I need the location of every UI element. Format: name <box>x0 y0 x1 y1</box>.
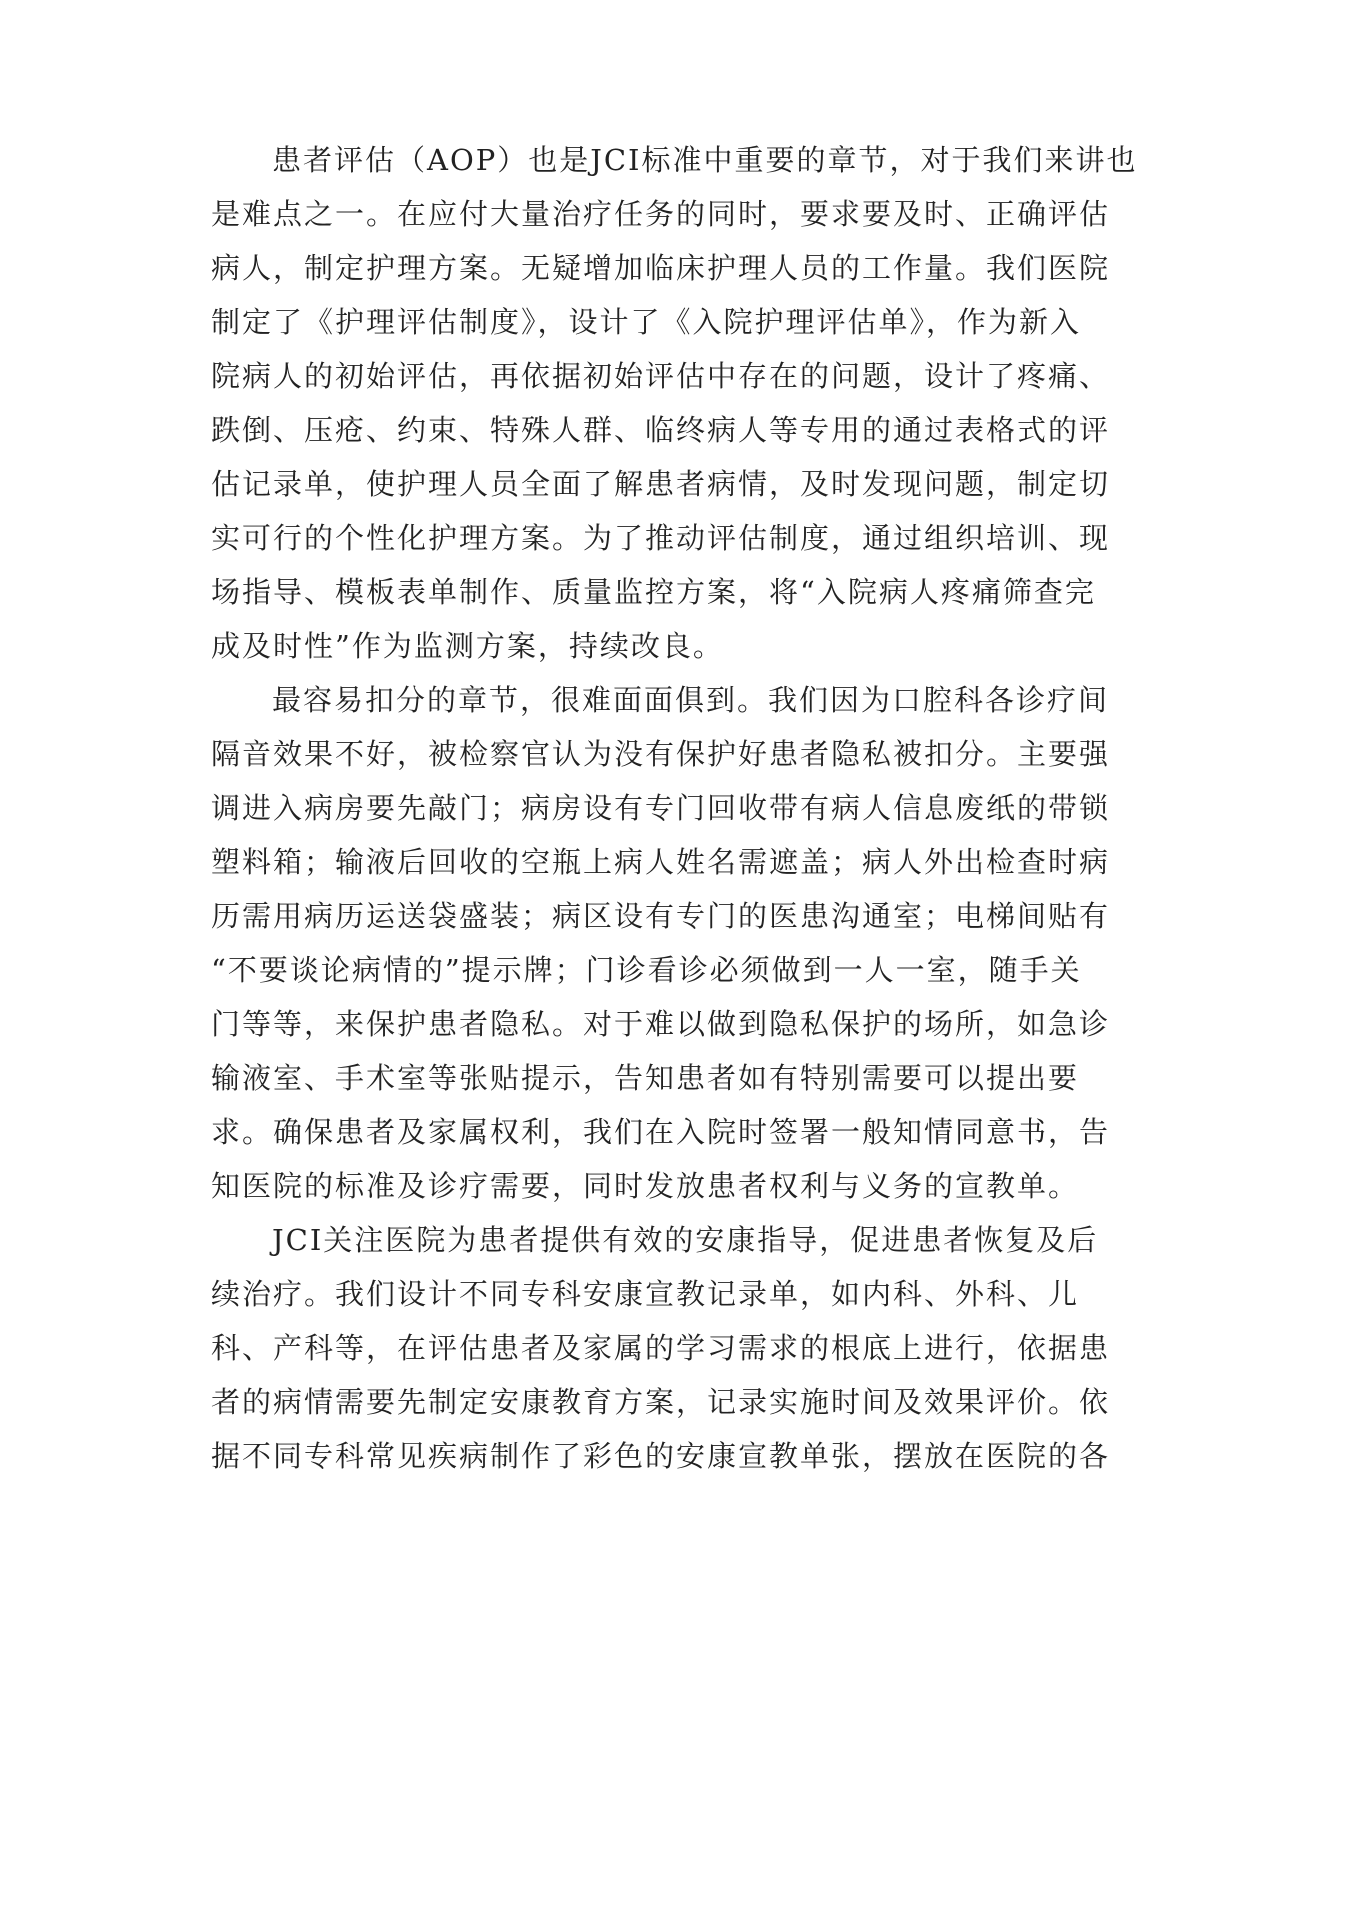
paragraph-1-line-10: 成及时性”作为监测方案，持续改良。 <box>211 629 724 663</box>
paragraph-1-line-5: 院病人的初始评估，再依据初始评估中存在的问题，设计了疼痛、 <box>211 359 1111 393</box>
paragraph-3-line-5: 据不同专科常见疾病制作了彩色的安康宣教单张，摆放在医院的各 <box>211 1439 1111 1473</box>
paragraph-1-line-2: 是难点之一。在应付大量治疗任务的同时，要求要及时、正确评估 <box>211 197 1111 231</box>
paragraph-1-line-8: 实可行的个性化护理方案。为了推动评估制度，通过组织培训、现 <box>211 521 1111 555</box>
paragraph-3-line-3: 科、产科等，在评估患者及家属的学习需求的根底上进行，依据患 <box>211 1331 1111 1365</box>
paragraph-1-line-3: 病人，制定护理方案。无疑增加临床护理人员的工作量。我们医院 <box>211 251 1111 285</box>
paragraph-1-line-6: 跌倒、压疮、约束、特殊人群、临终病人等专用的通过表格式的评 <box>211 413 1111 447</box>
paragraph-1-line-9: 场指导、模板表单制作、质量监控方案，将“入院病人疼痛筛查完 <box>211 575 1096 609</box>
paragraph-1-line-1: 患者评估（AOP）也是JCI标准中重要的章节，对于我们来讲也 <box>272 143 1138 177</box>
paragraph-2-line-7: 门等等，来保护患者隐私。对于难以做到隐私保护的场所，如急诊 <box>211 1007 1111 1041</box>
paragraph-1-line-7: 估记录单，使护理人员全面了解患者病情，及时发现问题，制定切 <box>211 467 1111 501</box>
paragraph-2-line-1: 最容易扣分的章节，很难面面俱到。我们因为口腔科各诊疗间 <box>272 683 1110 717</box>
paragraph-2-line-4: 塑料箱；输液后回收的空瓶上病人姓名需遮盖；病人外出检查时病 <box>211 845 1111 879</box>
paragraph-2-line-3: 调进入病房要先敲门；病房设有专门回收带有病人信息废纸的带锁 <box>211 791 1111 825</box>
paragraph-3-line-2: 续治疗。我们设计不同专科安康宣教记录单，如内科、外科、儿 <box>211 1277 1080 1311</box>
paragraph-1-line-4: 制定了《护理评估制度》，设计了《入院护理评估单》，作为新入 <box>211 305 1082 339</box>
paragraph-2-line-5: 历需用病历运送袋盛装；病区设有专门的医患沟通室；电梯间贴有 <box>211 899 1111 933</box>
paragraph-2-line-6: “不要谈论病情的”提示牌；门诊看诊必须做到一人一室，随手关 <box>211 953 1082 987</box>
paragraph-2-line-10: 知医院的标准及诊疗需要，同时发放患者权利与义务的宣教单。 <box>211 1169 1080 1203</box>
paragraph-3-line-1: JCI关注医院为患者提供有效的安康指导，促进患者恢复及后 <box>272 1223 1099 1257</box>
paragraph-2-line-2: 隔音效果不好，被检察官认为没有保护好患者隐私被扣分。主要强 <box>211 737 1111 771</box>
paragraph-2-line-9: 求。确保患者及家属权利，我们在入院时签署一般知情同意书，告 <box>211 1115 1111 1149</box>
paragraph-2-line-8: 输液室、手术室等张贴提示，告知患者如有特别需要可以提出要 <box>211 1061 1080 1095</box>
paragraph-3-line-4: 者的病情需要先制定安康教育方案，记录实施时间及效果评价。依 <box>211 1385 1111 1419</box>
